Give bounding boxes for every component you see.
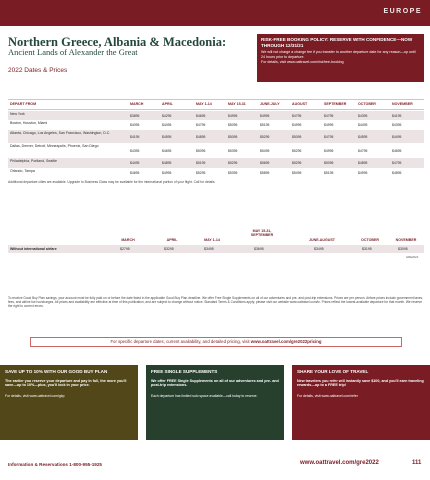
price-cell: $4995 — [260, 113, 270, 118]
column-header: MAY 15-31 — [228, 102, 246, 106]
divider — [8, 99, 424, 100]
price-cell: $4595 — [358, 134, 368, 139]
price-cell: $4495 — [358, 123, 368, 127]
additional-cities-note: Additional departure cities are available. Upgrade to Business Class may be available for the international portion of your flight. Call for details. — [8, 180, 216, 184]
price-cell: $3895 — [130, 113, 140, 118]
price-cell: $4995 — [292, 123, 302, 127]
price-cell: $4395 — [130, 148, 140, 153]
price-cell: $5295 — [292, 161, 302, 165]
price-cell: $4395 — [358, 113, 368, 118]
price-cell: $4795 — [392, 161, 402, 165]
price-cell: $3695 — [254, 247, 264, 251]
price-cell: $4795 — [196, 123, 206, 127]
price-cell: $5095 — [292, 134, 302, 139]
box-heading: SAVE UP TO 10% WITH OUR GOOD BUY PLAN — [5, 369, 108, 374]
price-cell: $5195 — [196, 161, 206, 165]
price-cell: $5095 — [324, 161, 334, 165]
table-row — [8, 111, 424, 120]
price-cell: $5695 — [260, 161, 270, 165]
price-cell: $4695 — [392, 148, 402, 153]
price-cell: $4795 — [324, 113, 334, 118]
price-cell: $4995 — [324, 148, 334, 153]
price-cell: $5095 — [228, 123, 238, 127]
price-cell: $5395 — [228, 171, 238, 175]
section-label: EUROPE — [383, 8, 422, 15]
column-header: MAY 1-14 — [196, 102, 212, 106]
box-body: New travelers you refer will instantly save $100, and you'll earn traveling rewards—up to a FREE trip! — [297, 378, 424, 388]
box-heading: FREE SINGLE SUPPLEMENTS — [151, 369, 218, 374]
column-header: NOVEMBER — [392, 102, 413, 106]
depart-city: Orlando, Tampa — [10, 169, 35, 173]
price-cell: $4595 — [162, 134, 172, 139]
column-header: DEPART FROM — [10, 102, 37, 106]
price-cell: $4995 — [228, 113, 238, 118]
page-number: 111 — [412, 460, 422, 466]
page-title: Northern Greece, Albania & Macedonia: — [8, 35, 227, 49]
column-header: JUNE-JULY — [260, 102, 280, 106]
price-cell: $4395 — [392, 123, 402, 127]
cta-text: For specific departure dates, current availability, and detailed pricing, visit — [110, 339, 251, 344]
policy-body: We will not charge a change fee if you transfer to another departure date for any reason—up until 24 hours prior to departure. — [261, 50, 416, 59]
price-cell: $5195 — [260, 123, 270, 127]
table-row — [8, 130, 424, 143]
price-cell: $5295 — [196, 171, 206, 175]
price-cell: $4495 — [130, 161, 140, 165]
column-header: JUNE-AUGUST — [309, 238, 335, 242]
depart-city: Dallas, Denver, Detroit, Minneapolis, Phoenix, San Diego — [10, 144, 99, 148]
reservations-phone: Information & Reservations 1-800-955-1925 — [8, 462, 102, 467]
price-cell: $4695 — [162, 148, 172, 153]
price-cell: $4895 — [358, 161, 368, 165]
price-cell: $5495 — [292, 171, 302, 175]
column-header: SEPTEMBER — [324, 102, 347, 106]
price-cell: $3195 — [362, 247, 372, 251]
depart-city: New York — [10, 112, 25, 116]
price-cell: $4495 — [392, 134, 402, 139]
good-buy-plan-box — [0, 365, 138, 440]
price-cell: $4995 — [324, 123, 334, 127]
table-row — [8, 168, 424, 178]
price-cell: $4795 — [358, 148, 368, 153]
price-cell: $4795 — [324, 134, 334, 139]
column-header: APRIL — [162, 102, 173, 106]
price-cell: $5295 — [292, 148, 302, 153]
column-header: MAY 1-14 — [204, 238, 220, 242]
column-header: NOVEMBER — [395, 238, 417, 242]
page-subtitle: Ancient Lands of Alexander the Great — [8, 47, 138, 57]
pricing-link[interactable]: www.oattravel.com/gre2022pricing — [250, 339, 322, 344]
price-cell: $3095 — [398, 247, 408, 251]
price-cell: $4095 — [130, 123, 140, 127]
price-cell: $4895 — [196, 134, 206, 139]
box-heading: SHARE YOUR LOVE OF TRAVEL — [297, 369, 369, 374]
price-cell: $3495 — [314, 247, 324, 251]
price-cell: $4995 — [358, 171, 368, 175]
price-cell: $4195 — [130, 134, 140, 139]
box-details[interactable]: For details, visit www.oattravel.com/gbp — [5, 393, 65, 398]
box-body: The earlier you reserve your departure and pay in full, the more you'll save—up to 10%—plus, you'll lock in your price. — [5, 378, 127, 388]
price-cell: $4795 — [292, 113, 302, 118]
box-body: We offer FREE Single Supplements on all of our adventures and pre- and post-trip extensions. — [151, 378, 279, 388]
price-cell: $5895 — [260, 171, 270, 175]
box-details[interactable]: For details, visit www.oattravel.com/refer — [297, 393, 358, 398]
price-cell: $5095 — [228, 134, 238, 139]
table-row — [8, 120, 424, 130]
table-row — [8, 158, 424, 168]
dates-prices-heading: 2022 Dates & Prices — [8, 67, 68, 74]
price-cell: $5195 — [324, 171, 334, 175]
box-details: Each departure has limited solo space available—call today to reserve. — [151, 393, 258, 398]
policy-heading: RISK-FREE BOOKING POLICY: RESERVE WITH CONFIDENCE—NOW THROUGH 12/31/21 — [261, 37, 413, 48]
price-cell: $5395 — [228, 148, 238, 153]
price-cell: $3295 — [164, 247, 174, 251]
trip-code: GRE2022 — [406, 255, 419, 259]
price-cell: $4695 — [196, 113, 206, 118]
column-header: MAY 15-31, SEPTEMBER — [250, 229, 274, 238]
column-header: OCTOBER — [358, 102, 376, 106]
price-cell: $5295 — [260, 134, 270, 139]
row-label: Without international airfare — [10, 247, 57, 251]
price-cell: $4895 — [392, 171, 402, 175]
divider — [8, 109, 424, 110]
column-header: MARCH — [130, 102, 144, 106]
price-cell: $2795 — [120, 247, 130, 251]
table-row — [8, 143, 424, 158]
terms-paragraph: To receive Good Buy Plan savings, your account must be fully paid on or before the date listed in the applicable Good Buy Plan deadline. We offer Free Single Supplements on all of our adventures and pre- and post-trip extensions. Prices are per person. Airfare prices include government taxes, fees, and airline fuel surcharges. All prices and availability are effective at time of this publication, and are subject to change without notice. Standard Terms & Conditions apply; please visit our website www.oattravel.com/tc. Prices reflect the lowest-available departure for that month. We reserve the right to correct errors. — [8, 296, 424, 309]
price-cell: $4695 — [130, 171, 140, 175]
risk-free-policy-box — [257, 34, 424, 82]
footer-url[interactable]: www.oattravel.com/gre2022 — [300, 460, 379, 466]
price-cell: $5295 — [228, 161, 238, 165]
price-cell: $4195 — [392, 113, 402, 118]
section-header-bar — [0, 0, 430, 26]
price-cell: $5495 — [260, 148, 270, 153]
column-header: AUGUST — [292, 102, 308, 106]
pricing-link-banner — [30, 337, 402, 347]
column-header: MARCH — [121, 238, 135, 242]
price-cell: $4295 — [162, 113, 172, 118]
share-love-of-travel-box — [292, 365, 430, 440]
price-cell: $4895 — [162, 161, 172, 165]
depart-city: Philadelphia, Portland, Seattle — [10, 159, 57, 163]
price-cell: $4495 — [162, 123, 172, 127]
depart-city: Atlanta, Chicago, Los Angeles, San Francisco, Washington, D.C. — [10, 131, 111, 135]
price-cell: $4995 — [162, 171, 172, 175]
column-header: OCTOBER — [361, 238, 379, 242]
price-cell: $3495 — [204, 247, 214, 251]
price-cell: $5095 — [196, 148, 206, 153]
free-single-supplements-box — [146, 365, 284, 440]
column-header: APRIL — [166, 238, 178, 242]
depart-city: Boston, Houston, Miami — [10, 121, 48, 125]
policy-link[interactable]: For details, visit www.oattravel.com/riskfree-booking — [261, 60, 344, 65]
